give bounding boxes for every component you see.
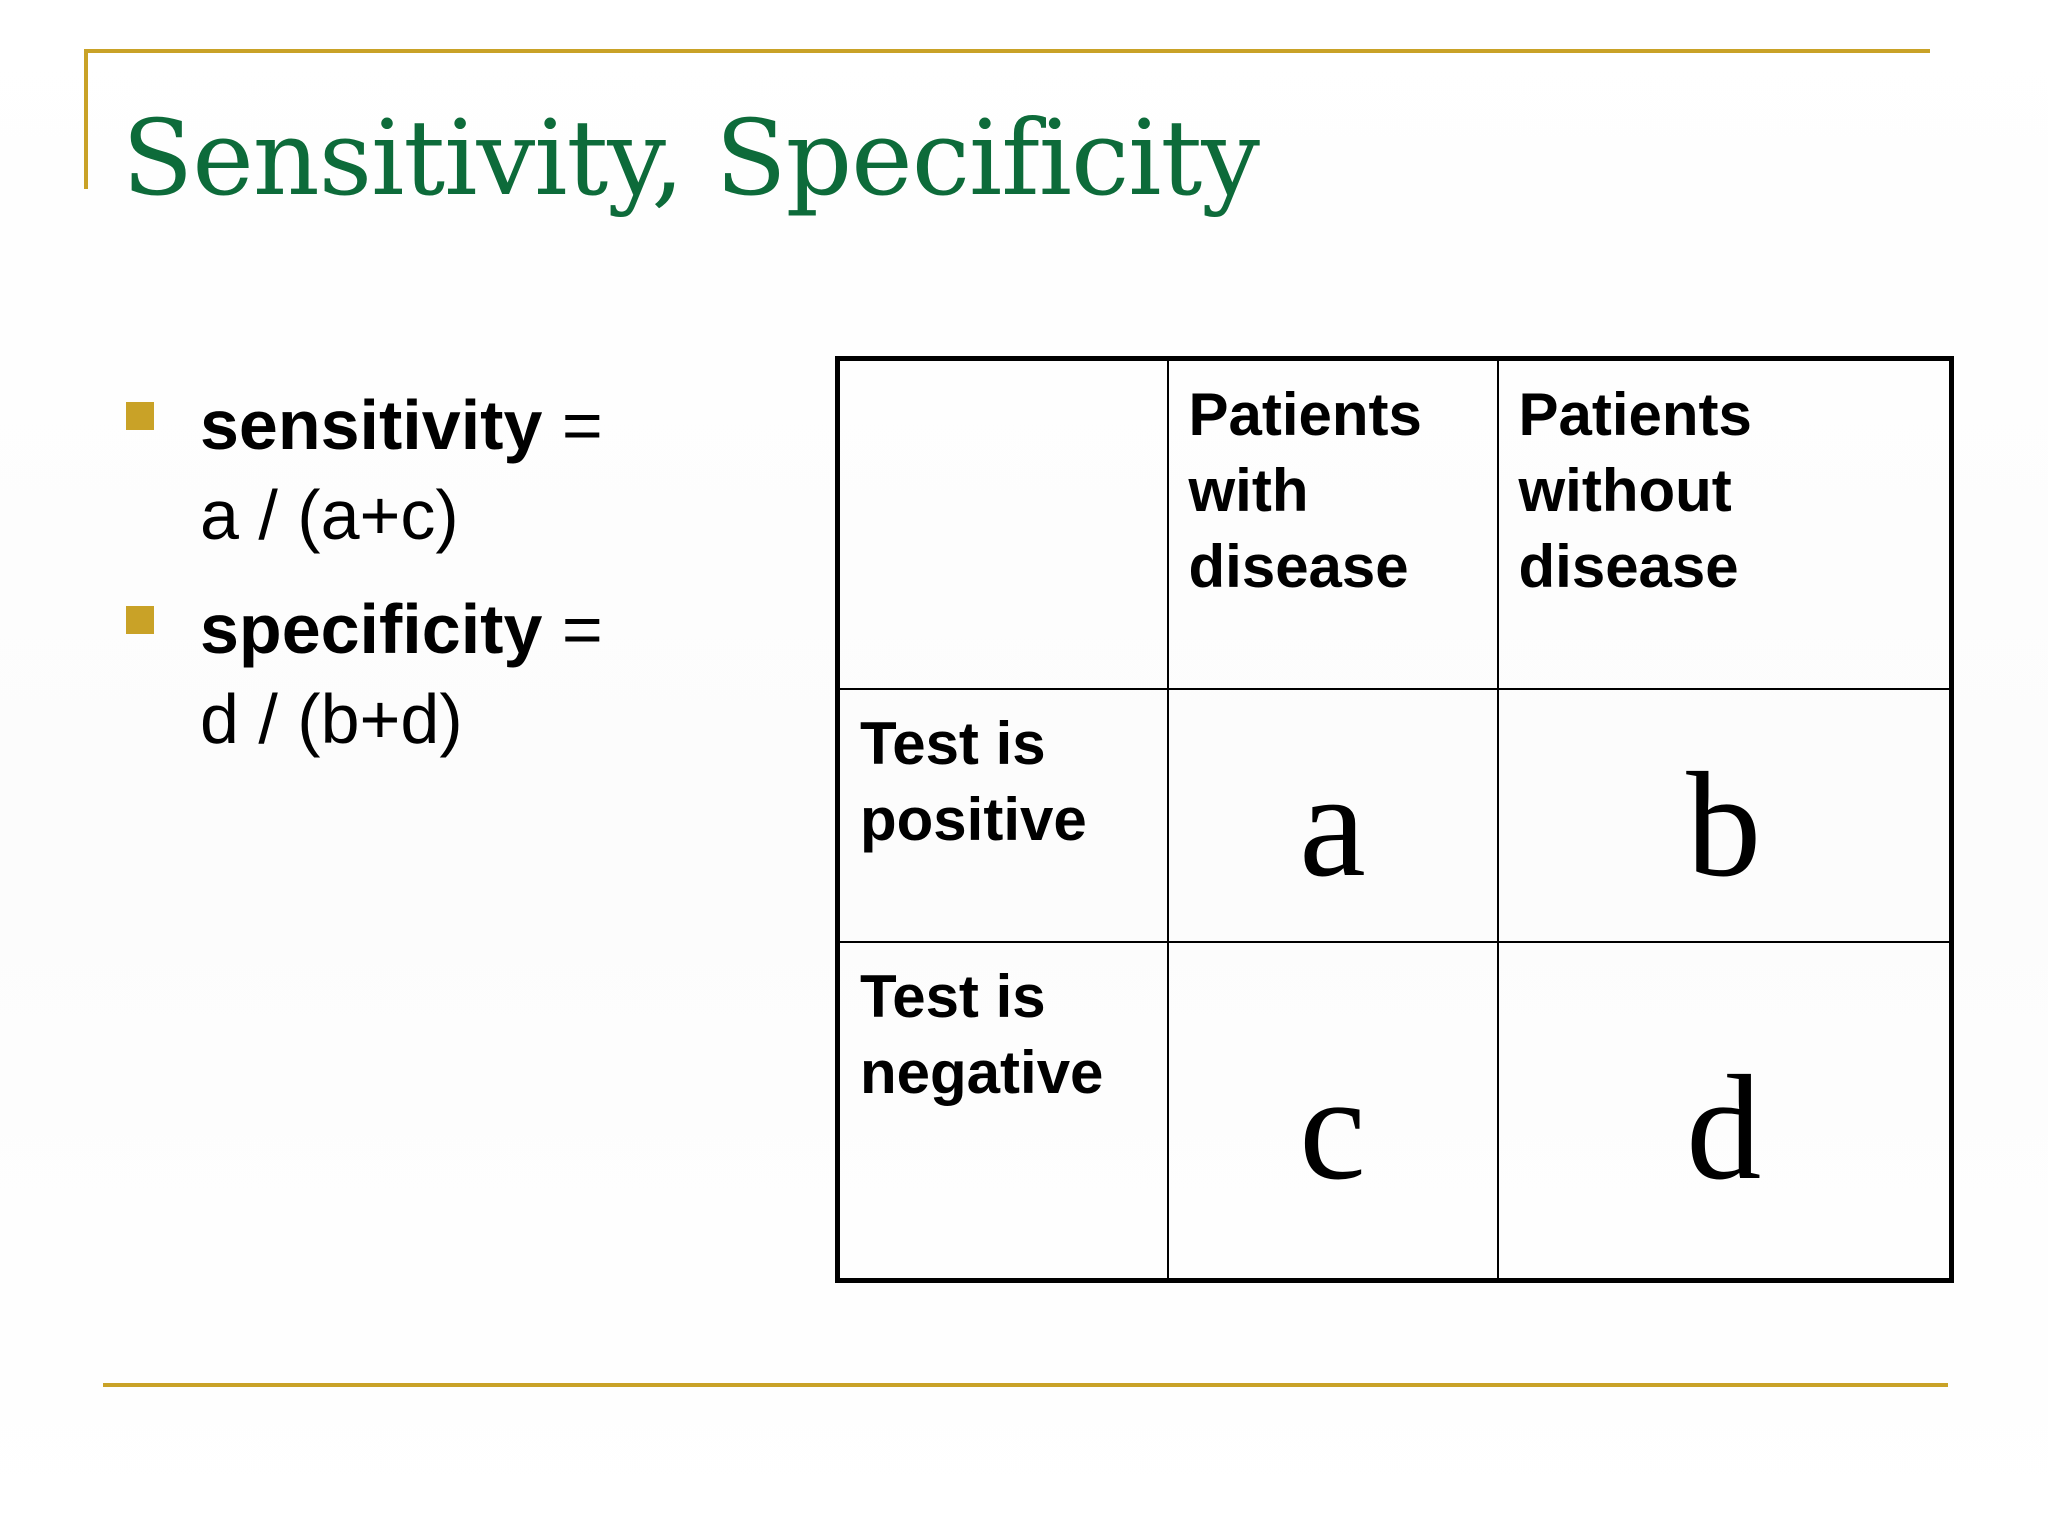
row-header-test-positive — [838, 689, 1168, 942]
cell-b — [1498, 689, 1952, 942]
cell-d — [1498, 942, 1952, 1281]
column-header-label: Patients with disease — [1188, 381, 1422, 600]
row-header-test-negative — [838, 942, 1168, 1281]
bullet-formula: a / (a+c) — [200, 476, 459, 554]
bullet-term: sensitivity — [200, 386, 543, 464]
bullet-list — [126, 380, 746, 788]
top-rule — [84, 49, 1930, 53]
cell-c — [1168, 942, 1498, 1281]
bullet-formula: d / (b+d) — [200, 680, 463, 758]
column-header-without-disease — [1498, 359, 1952, 689]
bullet-specificity — [126, 584, 746, 764]
square-bullet-icon — [126, 606, 154, 634]
bullet-equals: = — [542, 386, 603, 464]
square-bullet-icon — [126, 402, 154, 430]
cell-value: d — [1686, 1044, 1762, 1211]
row-header-label: Test is positive — [860, 709, 1087, 853]
table-header-row — [838, 359, 1952, 689]
slide-title: Sensitivity, Specificity — [122, 97, 1260, 219]
column-header-label: Patients without disease — [1518, 381, 1752, 600]
table-corner-cell — [838, 359, 1168, 689]
row-header-label: Test is negative — [860, 962, 1104, 1106]
bullet-equals: = — [542, 590, 603, 668]
bottom-rule — [103, 1383, 1948, 1387]
table-row — [838, 942, 1952, 1281]
cell-value: c — [1299, 1044, 1366, 1211]
table-row — [838, 689, 1952, 942]
bullet-term: specificity — [200, 590, 543, 668]
side-rule — [84, 49, 88, 189]
confusion-matrix-table — [835, 356, 1954, 1283]
cell-value: b — [1686, 741, 1762, 908]
column-header-with-disease — [1168, 359, 1498, 689]
bullet-sensitivity — [126, 380, 746, 560]
cell-value: a — [1299, 741, 1366, 908]
cell-a — [1168, 689, 1498, 942]
